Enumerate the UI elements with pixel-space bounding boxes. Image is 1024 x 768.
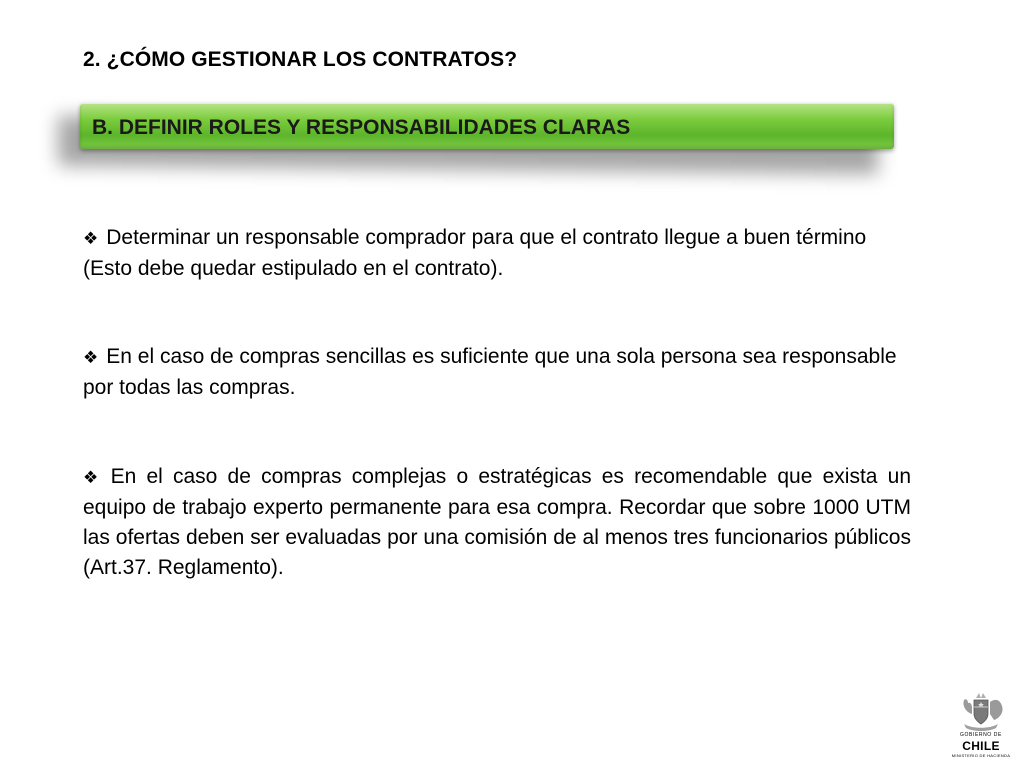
bullet-text: En el caso de compras complejas o estratégicas es recomendable que exista un equipo de trabajo experto permanente para esa compra. Recordar que sobre 1000 UTM las ofertas deben ser evaluadas por una comisión de al menos tres funcionarios públicos (Art.37. Reglamento). <box>83 465 911 579</box>
bullet-item <box>83 462 911 583</box>
slide-title: 2. ¿CÓMO GESTIONAR LOS CONTRATOS? <box>83 48 518 71</box>
coat-of-arms-icon <box>950 692 1012 732</box>
diamond-bullet-icon: ❖ <box>83 348 99 367</box>
bullet-text: Determinar un responsable comprador para que el contrato llegue a buen término (Esto debe quedar estipulado en el contrato). <box>83 226 867 280</box>
gobierno-de-chile-logo <box>950 692 1012 760</box>
logo-top-text: GOBIERNO DE <box>960 732 1002 738</box>
banner-label: B. DEFINIR ROLES Y RESPONSABILIDADES CLARAS <box>92 116 631 139</box>
bullet-text: En el caso de compras sencillas es suficiente que una sola persona sea responsable por todas las compras. <box>83 345 897 399</box>
logo-main-text: CHILE <box>962 739 1000 753</box>
section-banner <box>80 103 894 149</box>
bullet-item <box>83 342 911 403</box>
bullet-item <box>83 223 911 284</box>
diamond-bullet-icon: ❖ <box>83 229 99 248</box>
diamond-bullet-icon: ❖ <box>83 468 103 487</box>
logo-bottom-text: MINISTERIO DE HACIENDA <box>951 753 1011 758</box>
